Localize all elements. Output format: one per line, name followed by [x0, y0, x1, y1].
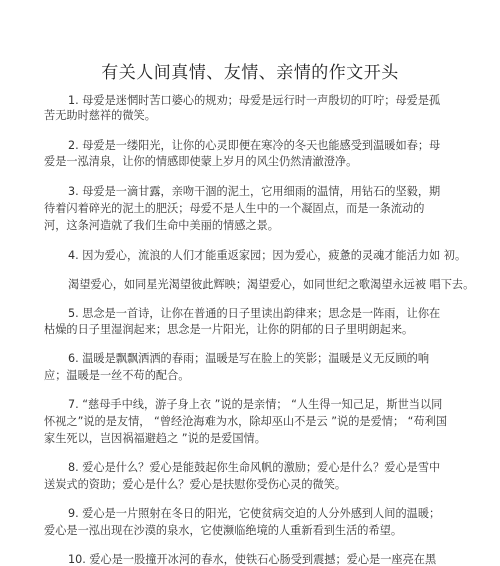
paragraph-9-line-2: 爱心是一泓出现在沙漠的泉水，它使濒临绝境的人重新看到生活的希望。	[44, 524, 403, 537]
paragraph-7-line-2: 怀视之”说的是友情， “曾经沧海难为水，除却巫山不是云 ”说的是爱情； “苟利国	[44, 415, 448, 428]
paragraph-7-line-3: 家生死以，岂因祸福避趋之 ”说的是爱国情。	[44, 432, 266, 445]
paragraph-4b-line-1: 渴望爱心，如同星光渴望彼此辉映；渴望爱心，如同世纪之歌渴望永远被 唱下去。	[68, 278, 475, 291]
paragraph-6-line-1: 6. 温暖是飘飘洒洒的春雨；温暖是写在脸上的笑影；温暖是义无反顾的响	[68, 352, 430, 365]
paragraph-10-line-1: 10. 爱心是一股撞开冰河的春水，使铁石心肠受到震撼；爱心是一座亮在黑	[68, 553, 437, 566]
paragraph-9-line-1: 9. 爱心是一片照射在冬日的阳光，它使贫病交迫的人分外感到人间的温暖；	[68, 507, 441, 520]
paragraph-2-line-2: 爱是一泓清泉，让你的情感即使蒙上岁月的风尘仍然清澈澄净。	[44, 155, 358, 168]
paragraph-3-line-3: 河，这条河造就了我们生命中美丽的情感之景。	[44, 219, 279, 232]
paragraph-6-line-2: 应；温暖是一丝不苟的配合。	[44, 369, 190, 382]
paragraph-5-line-2: 枯燥的日子里湿润起来；思念是一片阳光，让你的阴郁的日子里明朗起来。	[44, 323, 414, 336]
paragraph-4-line-1: 4. 因为爱心，流浪的人们才能重返家园；因为爱心，疲惫的灵魂才能活力如 初。	[68, 249, 467, 262]
paragraph-3-line-1: 3. 母爱是一滴甘露，亲吻干涸的泥土，它用细雨的温情，用钻石的坚毅，期	[68, 185, 441, 198]
paragraph-8-line-1: 8. 爱心是什么？爱心是能鼓起你生命风帆的激励；爱心是什么？爱心是雪中	[68, 461, 441, 474]
paragraph-2-line-1: 2. 母爱是一缕阳光，让你的心灵即便在寒冷的冬天也能感受到温暖如春；母	[68, 139, 441, 152]
paragraph-1-line-2: 苦无助时慈祥的微笑。	[44, 109, 156, 122]
paragraph-7-line-1: 7. “慈母手中线，游子身上衣 ”说的是亲情； “人生得一知己足，斯世当以同	[68, 398, 443, 411]
page-title: 有关人间真情、友情、亲情的作文开头	[101, 63, 399, 83]
paragraph-5-line-1: 5. 思念是一首诗，让你在普通的日子里读出韵律来；思念是一阵雨，让你在	[68, 307, 441, 320]
paragraph-1-line-1: 1. 母爱是迷惘时苦口婆心的规劝；母爱是远行时一声殷切的叮咛；母爱是孤	[68, 94, 441, 107]
paragraph-8-line-2: 送炭式的资助；爱心是什么？爱心是扶慰你受伤心灵的微笑。	[44, 478, 347, 491]
paragraph-3-line-2: 待着闪着碎光的泥土的肥沃；母爱不是人生中的一个凝固点，而是一条流动的	[44, 202, 425, 215]
